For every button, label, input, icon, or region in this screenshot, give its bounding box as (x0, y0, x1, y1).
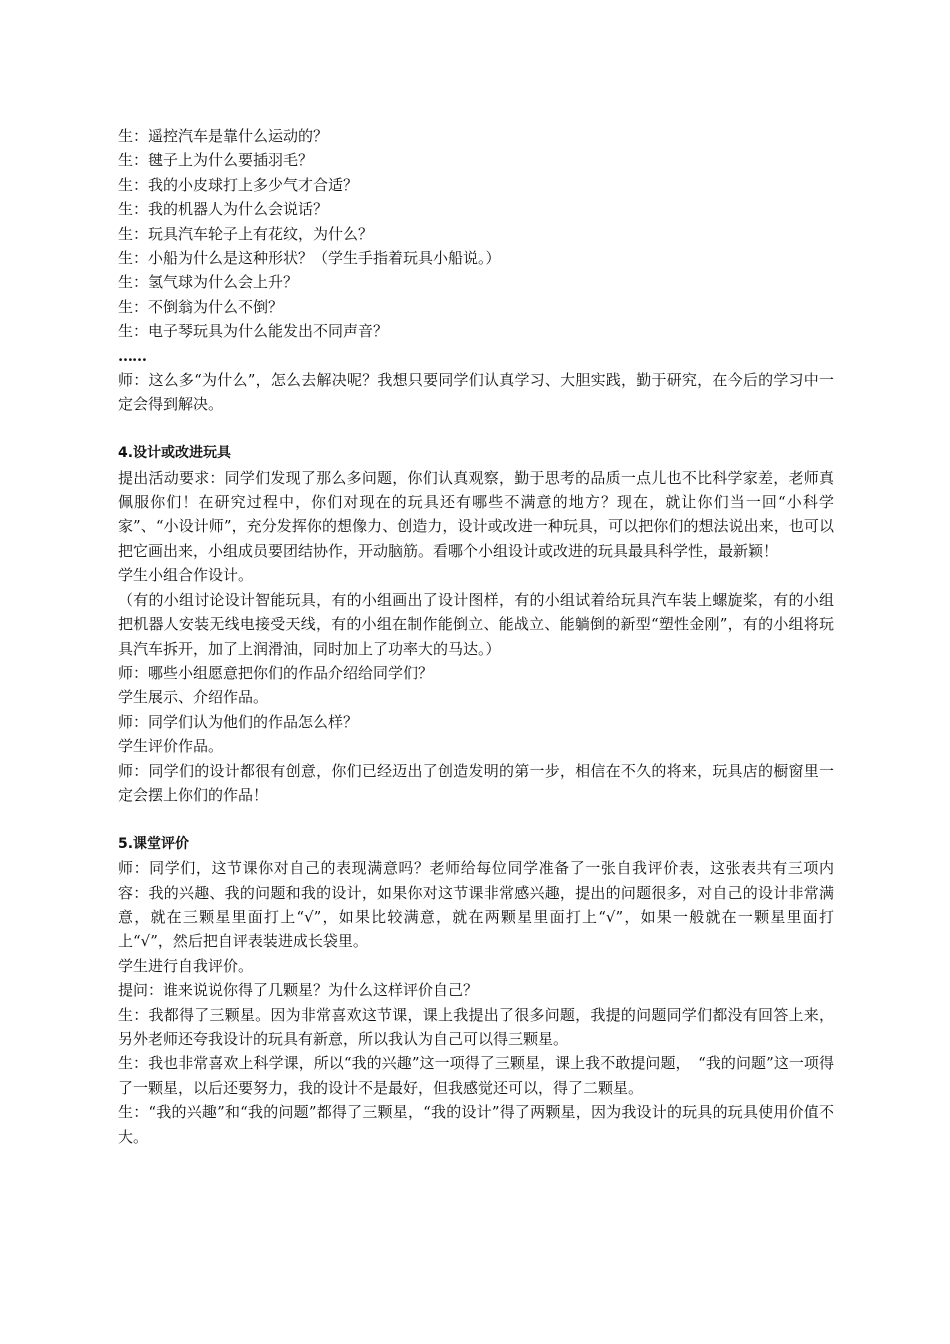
student-question: 生：小船为什么是这种形状？（学生手指着玩具小船说。） (118, 249, 501, 268)
paragraph: 生：我都得了三颗星。因为非常喜欢这节课，课上我提出了很多问题，我提的问题同学们都没有回答上来，另外老师还夸我设计的玩具有新意，所以我认为自己可以得三颗星。 (118, 1005, 834, 1048)
student-question: 生：我的机器人为什么会说话？ (118, 200, 329, 219)
student-question: 生：我的小皮球打上多少气才合适？ (118, 175, 359, 194)
paragraph: 生：“我的兴趣”和“我的问题”都得了三颗星，“我的设计”得了两颗星，因为我设计的玩具的玩具使用价值不大。 (118, 1103, 834, 1146)
paragraph: 师：哪些小组愿意把你们的作品介绍给同学们？ (118, 663, 434, 682)
paragraph: 提问：谁来说说你得了几颗星？为什么这样评价自己？ (118, 981, 479, 1000)
document-page (118, 124, 834, 1149)
paragraph: 学生展示、介绍作品。 (118, 688, 269, 707)
paragraph: 提出活动要求：同学们发现了那么多问题，你们认真观察，勤于思考的品质一点儿也不比科学家差，老师真佩服你们！在研究过程中，你们对现在的玩具还有哪些不满意的地方？现在，就让你们当一回“小科学家”、“小设计师”，充分发挥你的想像力、创造力，设计或改进一种玩具，可以把你们的想法说出来，也可以把它画出来，小组成员要团结协作，开动脑筋。看哪个小组设计或改进的玩具最具科学性，最新颖！ (118, 468, 834, 560)
spacer (118, 417, 834, 441)
teacher-summary: 师：这么多“为什么”，怎么去解决呢？我想只要同学们认真学习、大胆实践，勤于研究，在今后的学习中一定会得到解决。 (118, 371, 834, 414)
paragraph: 学生评价作品。 (118, 737, 224, 756)
paragraph: （有的小组讨论设计智能玩具，有的小组画出了设计图样，有的小组试着给玩具汽车装上螺旋桨，有的小组把机器人安装无线电接受天线，有的小组在制作能倒立、能战立、能躺倒的新型“塑性金刚”，有的小组将玩具汽车拆开，加了上润滑油，同时加上了功率大的马达。） (118, 590, 834, 658)
student-question: 生：氢气球为什么会上升？ (118, 273, 299, 292)
student-question: 生：不倒翁为什么不倒？ (118, 297, 284, 316)
student-question: 生：玩具汽车轮子上有花纹，为什么？ (118, 224, 374, 243)
section-design-toys (118, 441, 834, 807)
paragraph: 学生小组合作设计。 (118, 566, 254, 585)
paragraph: 生：我也非常喜欢上科学课，所以“我的兴趣”这一项得了三颗星，课上我不敢提问题， “我的问题”这一项得了一颗星，以后还要努力，我的设计不是最好，但我感觉还可以，得了二颗星。 (118, 1054, 834, 1097)
paragraph: 师：同学们认为他们的作品怎么样？ (118, 712, 359, 731)
section-heading: 4.设计或改进玩具 (118, 445, 232, 462)
ellipsis: …… (118, 346, 146, 365)
student-question: 生：毽子上为什么要插羽毛？ (118, 151, 314, 170)
student-question-list (118, 124, 834, 344)
paragraph: 师：同学们的设计都很有创意，你们已经迈出了创造发明的第一步，相信在不久的将来，玩具店的橱窗里一定会摆上你们的作品！ (118, 761, 834, 804)
spacer (118, 807, 834, 831)
student-question: 生：电子琴玩具为什么能发出不同声音？ (118, 322, 389, 341)
section-class-evaluation (118, 832, 834, 1149)
paragraph: 师：同学们，这节课你对自己的表现满意吗？老师给每位同学准备了一张自我评价表，这张表共有三项内容：我的兴趣、我的问题和我的设计，如果你对这节课非常感兴趣，提出的问题很多，对自己的设计非常满意，就在三颗星里面打上“√”，如果比较满意，就在两颗星里面打上“√”，如果一般就在一颗星里面打上“√”，然后把自评表装进成长袋里。 (118, 859, 834, 951)
student-question: 生：遥控汽车是靠什么运动的？ (118, 127, 329, 145)
paragraph: 学生进行自我评价。 (118, 956, 254, 975)
section-heading: 5.课堂评价 (118, 835, 190, 852)
